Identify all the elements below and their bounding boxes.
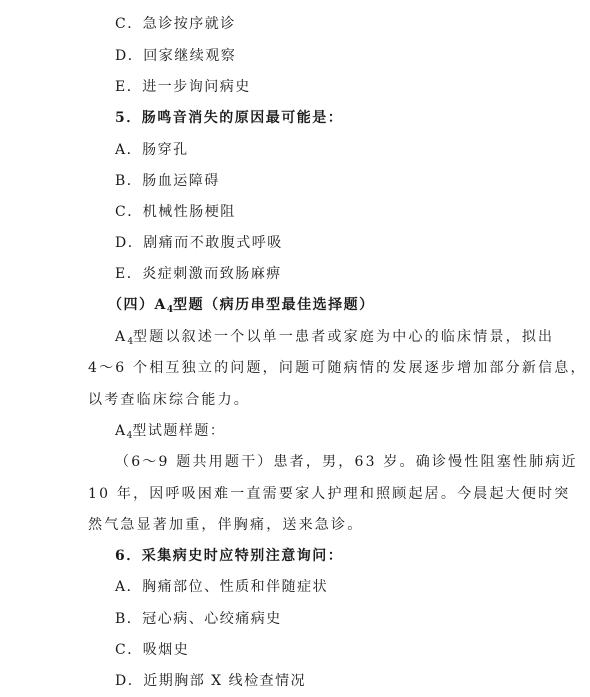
case-line-3: 然气急显著加重，伴胸痛，送来急诊。: [88, 517, 364, 533]
option-4d: D．回家继续观察: [115, 48, 237, 64]
option-4c: C．急诊按序就诊: [115, 16, 236, 32]
option-5d: D．剧痛而不敢腹式呼吸: [115, 235, 283, 251]
intro-subscript: 4: [127, 337, 134, 347]
sample-label-subscript: 4: [126, 431, 133, 441]
section-heading: [108, 295, 375, 320]
option-6b: B．冠心病、心绞痛病史: [115, 611, 282, 627]
option-6d: D．近期胸部 X 线检查情况: [115, 673, 307, 689]
section-heading-subscript: 4: [166, 305, 174, 315]
option-5e: E．炎症刺激而致肠麻痹: [115, 266, 282, 282]
option-5c: C．机械性肠梗阻: [115, 204, 236, 220]
intro-line-1: [115, 327, 554, 352]
section-heading-suffix: 型题（病历串型最佳选择题）: [173, 297, 375, 313]
option-5b: B．肠血运障碍: [115, 173, 220, 189]
sample-label-prefix: A: [115, 423, 127, 439]
case-line-1: （6～9 题共用题干）患者，男，63 岁。确诊慢性阻塞性肺病近: [115, 454, 578, 470]
option-4e: E．进一步询问病史: [115, 79, 251, 95]
question-5: 5．肠鸣音消失的原因最可能是：: [115, 110, 344, 126]
intro-line-3: 以考查临床综合能力。: [88, 392, 250, 408]
option-5a: A．肠穿孔: [115, 142, 189, 158]
intro-line-2: 4～6 个相互独立的问题，问题可随病情的发展逐步增加部分新信息，: [88, 360, 587, 376]
question-6: 6．采集病史时应特别注意询问：: [115, 548, 344, 564]
case-line-2: 10 年，因呼吸困难一直需要家人护理和照顾起居。今晨起大便时突: [88, 486, 571, 502]
option-6c: C．吸烟史: [115, 642, 190, 658]
intro-suffix: 型题以叙述一个以单一患者或家庭为中心的临床情景，拟出: [133, 329, 555, 345]
sample-label: [115, 421, 225, 446]
option-6a: A．胸痛部位、性质和伴随症状: [115, 579, 329, 595]
intro-prefix: A: [115, 329, 128, 345]
section-heading-prefix: （四）A: [108, 297, 167, 313]
sample-label-suffix: 型试题样题：: [132, 423, 226, 439]
